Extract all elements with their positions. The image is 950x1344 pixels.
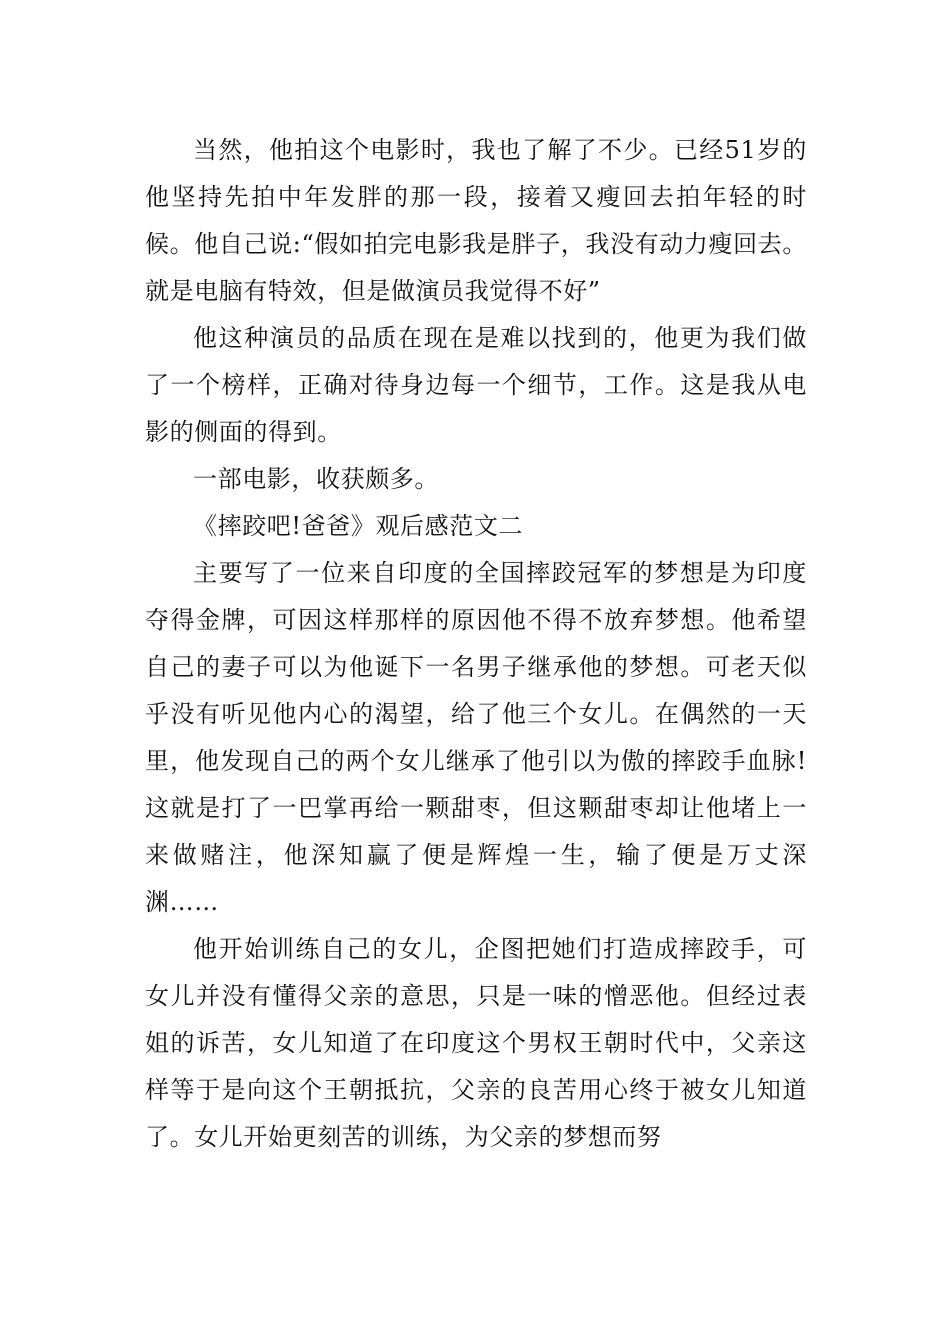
paragraph-harvest: 一部电影，收获颇多。	[193, 465, 439, 493]
paragraph-filming-story: 当然，他拍这个电影时，我也了解了不少。已经51岁的他坚持先拍中年发胖的那一段，接着又瘦回去拍年轻的时候。他自己说:“假如拍完电影我是胖子，我没有动力瘦回去。就是电脑有特效，但是做演员我觉得不好”	[145, 136, 807, 305]
section-title: 《摔跤吧!爸爸》观后感范文二	[193, 512, 524, 540]
paragraph-actor-quality: 他这种演员的品质在现在是难以找到的，他更为我们做了一个榜样，正确对待身边每一个细节，工作。这是我从电影的侧面的得到。	[145, 324, 807, 446]
paragraph-training: 他开始训练自己的女儿，企图把她们打造成摔跤手，可女儿并没有懂得父亲的意思，只是一味的憎恶他。但经过表姐的诉苦，女儿知道了在印度这个男权王朝时代中，父亲这样等于是向这个王朝抵抗，父亲的良苦用心终于被女儿知道了。女儿开始更刻苦的训练，为父亲的梦想而努	[145, 935, 807, 1151]
paragraph-plot-summary: 主要写了一位来自印度的全国摔跤冠军的梦想是为印度夺得金牌，可因这样那样的原因他不得不放弃梦想。他希望自己的妻子可以为他诞下一名男子继承他的梦想。可老天似乎没有听见他内心的渴望，给了他三个女儿。在偶然的一天里，他发现自己的两个女儿继承了他引以为傲的摔跤手血脉!这就是打了一巴掌再给一颗甜枣，但这颗甜枣却让他堵上一来做赌注，他深知赢了便是辉煌一生，输了便是万丈深渊……	[145, 559, 807, 916]
document-page	[145, 127, 807, 1161]
